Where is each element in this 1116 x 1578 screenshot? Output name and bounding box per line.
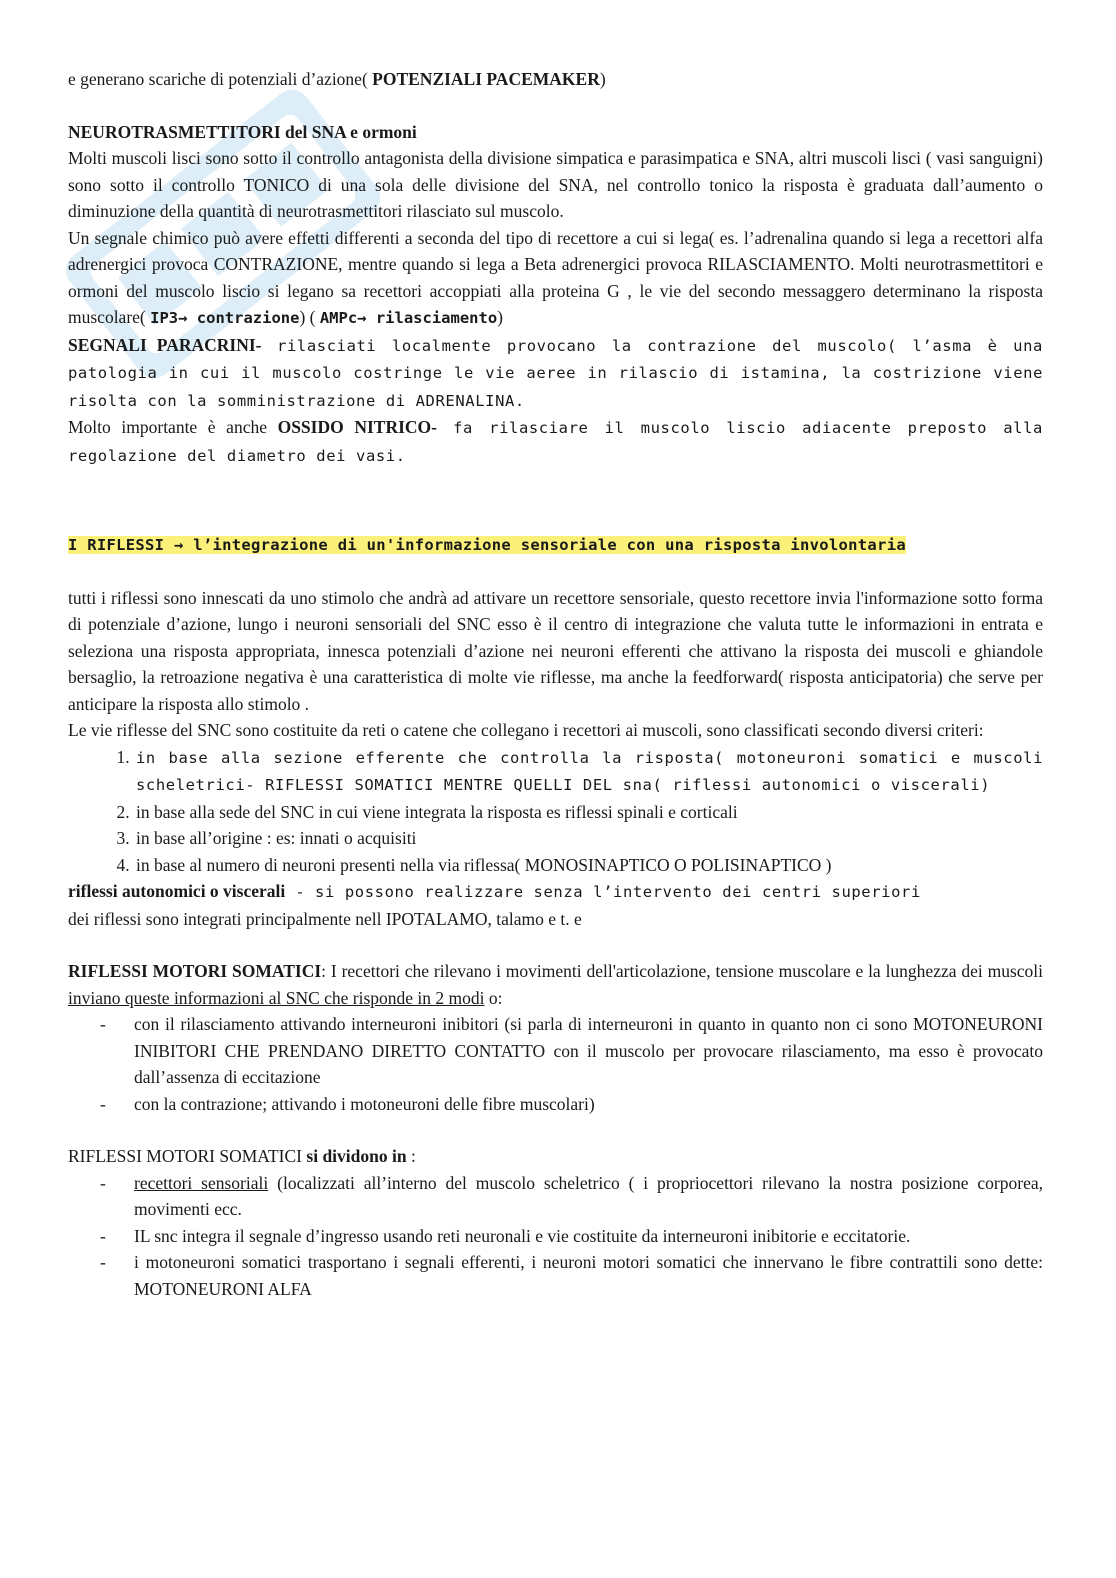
heading-neurotrasmettitori: NEUROTRASMETTITORI del SNA e ormoni xyxy=(68,121,417,142)
heading-riflessi: I RIFLESSI → l’integrazione di un'informazione sensoriale con una risposta involontaria xyxy=(68,536,906,554)
paragraph-ipotalamo: dei riflessi sono integrati principalmente nell IPOTALAMO, talamo e t. e xyxy=(68,908,582,929)
paragraph-si-dividono: RIFLESSI MOTORI SOMATICI si dividono in : xyxy=(68,1146,416,1166)
paragraph-riflessi-motori: RIFLESSI MOTORI SOMATICI: I recettori che rilevano i movimenti dell'articolazione, tensione muscolare e la lunghezza dei muscoli inviano queste informazioni al SNC che risponde in 2 modi o: xyxy=(68,961,1044,1008)
list-item: - recettori sensoriali (localizzati all’interno del muscolo scheletrico ( i propriocettori rilevano la nostra posizione corporea, movimenti ecc. xyxy=(134,1170,1043,1223)
modi-list xyxy=(68,1011,1043,1117)
paragraph-riflessi-autonomici: riflessi autonomici o viscerali - si possono realizzare senza l’intervento dei centri superiori xyxy=(68,881,921,901)
divisioni-list xyxy=(68,1170,1043,1303)
list-item: - IL snc integra il segnale d’ingresso usando reti neuronali e vie costituite da interneuroni inibitorie e eccitatorie. xyxy=(134,1223,1043,1250)
list-item: - con la contrazione; attivando i motoneuroni delle fibre muscolari) xyxy=(134,1091,1043,1118)
list-item: 4. in base al numero di neuroni presenti nella via riflessa( MONOSINAPTICO O POLISINAPTICO ) xyxy=(134,852,1043,879)
paragraph-segnali-paracrini: SEGNALI PARACRINI- rilasciati localmente provocano la contrazione del muscolo( l’asma è una patologia in cui il muscolo costringe le vie aeree in rilascio di istamina, la costrizione viene risolta con la somministrazione di ADRENALINA. xyxy=(68,334,1043,410)
criteria-list xyxy=(68,744,1043,879)
list-item: 2. in base alla sede del SNC in cui viene integrata la risposta es riflessi spinali e corticali xyxy=(134,799,1043,826)
list-item: - con il rilasciamento attivando interneuroni inibitori (si parla di interneuroni in quanto in quanto non ci sono MOTONEURONI INIBITORI CHE PRENDANO DIRETTO CONTATTO con il muscolo per provocare rilasciamento, ma esso è provocato dall’assenza di eccitazione xyxy=(134,1011,1043,1091)
paragraph-segnale-chimico: Un segnale chimico può avere effetti differenti a seconda del tipo di recettore a cui si lega( es. l’adrenalina quando si lega a recettori alfa adrenergici provoca CONTRAZIONE, mentre quando si lega a Beta adrenergici provoca RILASCIAMENTO. Molti neurotrasmettitori e ormoni del muscolo liscio si legano sa recettori accoppiati alla proteina G , le vie del secondo messaggero determinano la risposta muscolare( IP3→ contrazione) ( AMPc→ rilasciamento) xyxy=(68,227,1043,327)
list-item: 1. in base alla sezione efferente che controlla la risposta( motoneuroni somatici e muscoli scheletrici- RIFLESSI SOMATICI MENTRE QUELLI DEL sna( riflessi autonomici o viscerali) xyxy=(134,744,1043,799)
document-page xyxy=(68,66,1043,1302)
paragraph-ossido-nitrico: Molto importante è anche OSSIDO NITRICO- fa rilasciare il muscolo liscio adiacente preposto alla regolazione del diametro dei vasi. xyxy=(68,417,1043,465)
list-item: - i motoneuroni somatici trasportano i segnali efferenti, i neuroni motori somatici che innervano le fibre contrattili sono dette: MOTONEURONI ALFA xyxy=(134,1249,1043,1302)
list-item: 3. in base all’origine : es: innati o acquisiti xyxy=(134,825,1043,852)
paragraph-controllo-antagonista: Molti muscoli lisci sono sotto il controllo antagonista della divisione simpatica e parasimpatica e SNA, altri muscoli lisci ( vasi sanguigni) sono sotto il controllo TONICO di una sola delle divisione del SNA, nel controllo tonico la risposta è graduata dall’aumento o diminuzione della quantità di neurotrasmettitori rilasciato sul muscolo. xyxy=(68,148,1043,221)
paragraph-riflessi-stimolo: tutti i riflessi sono innescati da uno stimolo che andrà ad attivare un recettore sensoriale, questo recettore invia l'informazione sotto forma di potenziale d’azione, lungo i neuroni sensoriali del SNC esso è il centro di integrazione che valuta tutte le informazioni in entrata e seleziona una risposta appropriata, innesca potenziali d’azione nei neuroni efferenti che attivano la risposta dei muscoli e ghiandole bersaglio, la retroazione negativa è una caratteristica di molte vie riflesse, ma anche la feedforward( risposta anticipatoria) che serve per anticipare la risposta allo stimolo . xyxy=(68,587,1043,714)
paragraph-pacemaker: e generano scariche di potenziali d’azione( POTENZIALI PACEMAKER) xyxy=(68,69,606,89)
paragraph-vie-riflesse: Le vie riflesse del SNC sono costituite da reti o catene che collegano i recettori ai muscoli, sono classificati secondo diversi criteri: xyxy=(68,720,984,740)
